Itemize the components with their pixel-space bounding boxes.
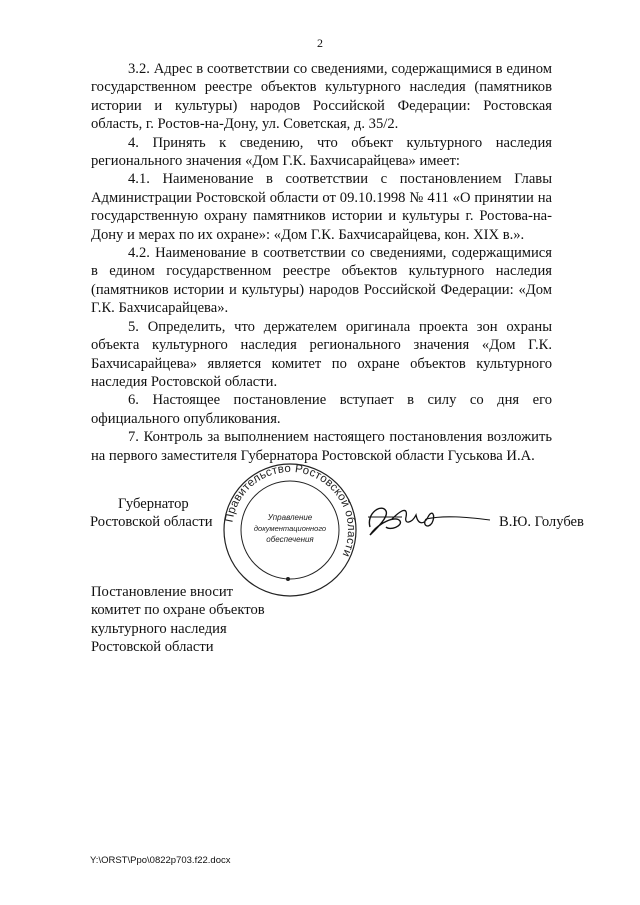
submission-note-line: Постановление вносит [91, 584, 234, 600]
paragraph-4: 4. Принять к сведению, что объект культурного наследия регионального значения «Дом Г.К. Бахчисарайцева» имеет: [91, 134, 552, 170]
paragraph-7: 7. Контроль за выполнением настоящего постановления возложить на первого заместителя Губернатора Ростовской области Гуськова И.А. [91, 429, 552, 464]
official-seal [222, 462, 358, 598]
file-path: Y:\ORST\Ppo\0822p703.f22.docx [90, 855, 231, 866]
page-number: 2 [317, 36, 323, 50]
submission-note [91, 583, 265, 657]
seal-inner-line3: обеспечения [266, 535, 314, 544]
seal-outer-text: Правительство Ростовской области [223, 462, 358, 559]
signatory-name: В.Ю. Голубев [499, 514, 584, 530]
seal-inner-line2: документационного [253, 524, 327, 533]
seal-dot [286, 577, 290, 581]
paragraph-5: 5. Определить, что держателем оригинала проекта зон охраны объекта культурного наследия регионального значения «Дом Г.К. Бахчисарайцева» является комитет по охране объектов культурного наследия Ростовской области. [91, 318, 552, 390]
signatory-title-line1: Губернатор [118, 496, 189, 512]
document-body [91, 60, 552, 465]
submission-note-line: комитет по охране объектов [91, 602, 265, 619]
submission-note-line: Ростовской области [91, 639, 214, 656]
paragraph-4-2: 4.2. Наименование в соответствии со сведениями, содержащимися в едином государственном реестре объектов культурного наследия (памятников истории и культуры) народов Российской Федерации: «Дом Г.К. Бахчисарайцева». [91, 245, 552, 317]
signatory-title-line2: Ростовской области [90, 514, 213, 531]
paragraph-3-2: 3.2. Адрес в соответствии со сведениями, содержащимися в едином государственном реестре объектов культурного наследия (памятников истории и культуры) народов Российской Федерации: Ростовская область, г. Ростов-на-Дону, ул. Советская, д. 35/2. [91, 61, 552, 133]
submission-note-line: культурного наследия [91, 620, 227, 637]
paragraph-6: 6. Настоящее постановление вступает в силу со дня его официального опубликования. [91, 392, 552, 427]
seal-inner-line1: Управление [267, 513, 313, 522]
paragraph-4-1: 4.1. Наименование в соответствии с постановлением Главы Администрации Ростовской области от 09.10.1998 № 411 «О принятии на государственную охрану памятников истории и культуры г. Ростова-на-Дону и мерах по их охране»: «Дом Г.К. Бахчисарайцева, кон. XIX в.». [91, 171, 552, 243]
handwritten-signature [362, 495, 492, 545]
